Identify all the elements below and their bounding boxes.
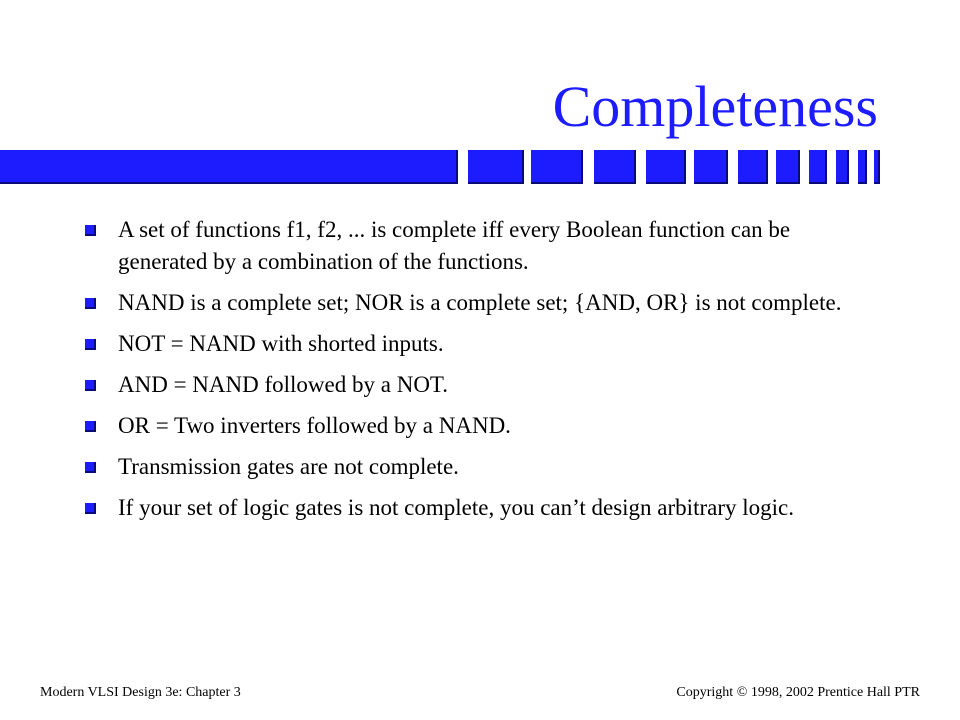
square-bullet-icon: [85, 421, 96, 432]
footer-copyright: Copyright © 1998, 2002 Prentice Hall PTR: [676, 685, 920, 700]
bullet-item: [85, 287, 875, 319]
bullet-text: If your set of logic gates is not complete, you can’t design arbitrary logic.: [118, 495, 794, 520]
decorative-title-bar: [0, 150, 960, 186]
bullet-item: [85, 492, 875, 524]
bullet-text: Transmission gates are not complete.: [118, 454, 459, 479]
bar-segment: [836, 150, 849, 184]
bullet-text: A set of functions f1, f2, ... is complete iff every Boolean function can be generated by a combination of the functions.: [118, 217, 791, 274]
bullet-text: OR = Two inverters followed by a NAND.: [118, 413, 511, 438]
square-bullet-icon: [85, 298, 96, 309]
bullet-item: [85, 410, 875, 442]
bullet-item: [85, 214, 875, 278]
bar-segment: [468, 150, 524, 184]
bar-segment: [858, 150, 867, 184]
bar-segment: [0, 150, 458, 184]
bar-segment: [809, 150, 827, 184]
bullet-item: [85, 451, 875, 483]
bullet-item: [85, 369, 875, 401]
bar-segment: [874, 150, 880, 184]
slide-title: Completeness: [552, 74, 878, 139]
square-bullet-icon: [85, 225, 96, 236]
bullet-text: NOT = NAND with shorted inputs.: [118, 331, 444, 356]
bar-segment: [694, 150, 728, 184]
bullet-item: [85, 328, 875, 360]
bullet-list: [85, 214, 875, 533]
bar-segment: [738, 150, 768, 184]
square-bullet-icon: [85, 339, 96, 350]
bullet-text: NAND is a complete set; NOR is a complete set; {AND, OR} is not complete.: [118, 290, 842, 315]
bar-segment: [531, 150, 583, 184]
bar-segment: [776, 150, 800, 184]
square-bullet-icon: [85, 462, 96, 473]
footer-course-label: Modern VLSI Design 3e: Chapter 3: [40, 685, 241, 700]
bullet-text: AND = NAND followed by a NOT.: [118, 372, 449, 397]
bar-segment: [646, 150, 686, 184]
bar-segment: [594, 150, 636, 184]
square-bullet-icon: [85, 380, 96, 391]
square-bullet-icon: [85, 503, 96, 514]
